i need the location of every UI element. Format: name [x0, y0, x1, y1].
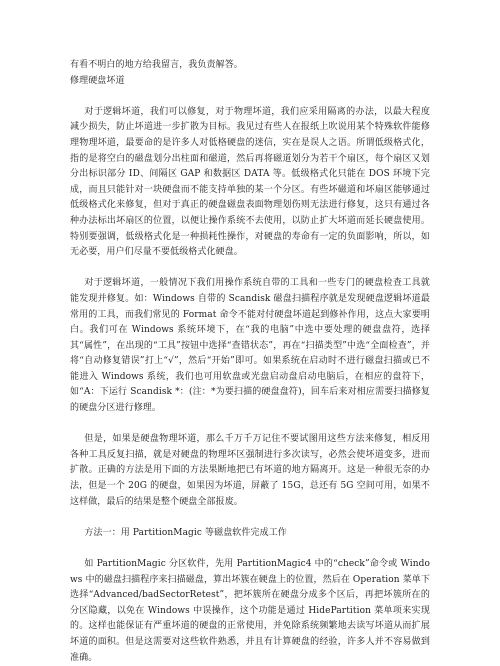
paragraph-logical-bad-sector: 对于逻辑坏道，一般情况下我们用操作系统自带的工具和一些专门的硬盘检查工具就能发现并修复。如：Windows 自带的 Scandisk 磁盘扫描程序就是发现硬盘逻辑坏道最常用的工具，而我们常见的 Format 命令不能对付硬盘坏道起到修补作用，这点大家要明白。我们可在 Windows 系统环境下，在“我的电脑”中选中要处理的硬盘盘符，选择其“属性”，在出现的“工具”按钮中选择“查错状态”，再在“扫描类型”中选“全面检查”，并将“自动修复错误”打上“√”，然后“开始”即可。如果系统在启动时不进行磁盘扫描或已不能进入 Windows 系统，我们也可用软盘或光盘启动盘启动电脑后，在相应的盘符下，如“A：下运行 Scandisk *：(注：*为要扫描的硬盘盘符)，回车后来对相应需要扫描修复的硬盘分区进行修理。: [70, 278, 430, 414]
document-page: [70, 58, 430, 666]
paragraph-gap: [70, 510, 430, 526]
paragraph-gap: [70, 261, 430, 277]
section-heading: 修理硬盘坏道: [70, 75, 125, 86]
paragraph-physical-bad-sector: 但是，如果是硬盘物理坏道，那么千万千万记住不要试图用这些方法来修复，相反用各种工具反复扫描，就是对硬盘的物理坏区强制进行多次读写，必然会使坏道变多，进而扩散。正确的方法是用下面的方法果断地把已有坏道的地方隔离开。这是一种很无奈的办法，但是一个 20G 的硬盘，如果因为坏道，屏蔽了 15G，总还有 5G 空间可用，如果不这样做，最后的结果是整个硬盘全部报废。: [70, 434, 430, 507]
paragraph-bad-sector-intro: 对于逻辑坏道，我们可以修复，对于物理坏道，我们应采用隔离的办法，以最大程度减少损失，防止坏道进一步扩散为目标。我见过有些人在报纸上吹说用某个特殊软件能修理物理坏道，最要命的是许多人对低格硬盘的迷信，实在是误人之语。所谓低级格式化，指的是将空白的磁盘划分出柱面和磁道，然后再将磁道划分为若干个扇区，每个扇区又划分出标识部分 ID、间隔区 GAP 和数据区 DATA 等。低级格式化只能在 DOS 环境下完成，而且只能针对一块硬盘而不能支持单独的某一个分区。有些坏磁道和坏扇区能够通过低级格式化来修复，但对于真正的硬盘磁盘表面物理划伤则无法进行修复，这只有通过各种办法标出坏扇区的位置，以便让操作系统不去使用，以防止扩大坏道而延长硬盘使用。特别要强调，低级格式化是一种损耗性操作，对硬盘的寿命有一定的负面影响，所以，如无必要，用户们尽量不要低级格式化硬盘。: [70, 106, 430, 258]
method-heading: 方法一：用 PartitionMagic 等磁盘软件完成工作: [84, 527, 287, 538]
paragraph-gap: [70, 541, 430, 557]
method-paragraph: 如 PartitionMagic 分区软件，先用 PartitionMagic4 中的“check”命令或 Windows 中的磁盘扫描程序来扫描磁盘，算出坏簇在硬盘上的位置，然后在 Operation 菜单下选择“Advanced/badSectorRetest”，把坏簇所在硬盘分成多个区后，再把坏簇所在的分区隐藏，以免在 Windows 中误操作，这个功能是通过 HidePartition 菜单项来实现的。这样也能保证有严重坏道的硬盘的正常使用，并免除系统频繁地去读写坏道从而扩展坏道的面积。但是这需要对这些软件熟悉，并且有计算硬盘的经验，许多人并不容易做到准确。: [70, 559, 430, 663]
paragraph-gap: [70, 417, 430, 433]
intro-line: 有看不明白的地方给我留言，我负责解答。: [70, 60, 243, 70]
paragraph-gap: [70, 89, 430, 105]
